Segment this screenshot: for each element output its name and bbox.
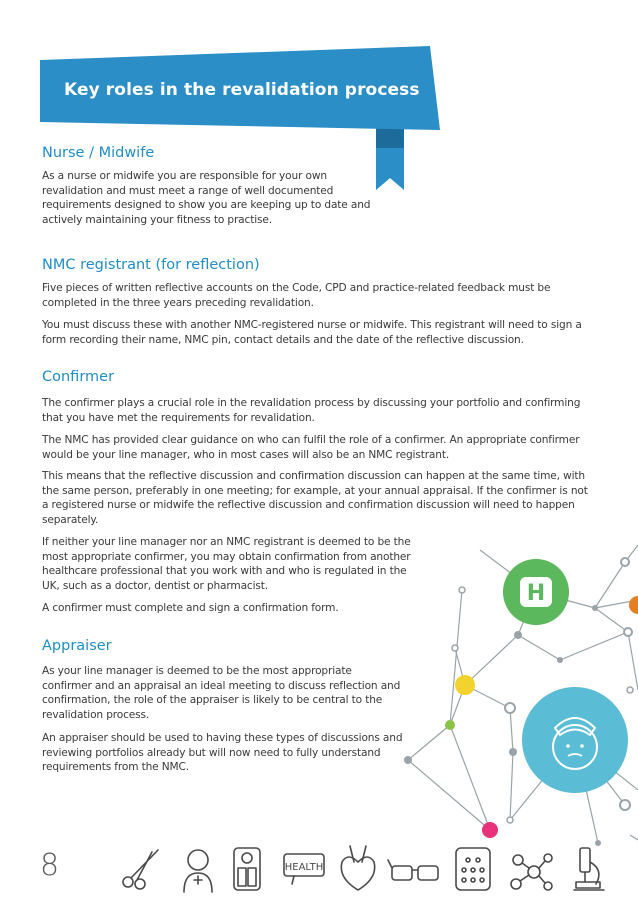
- page-number: 8: [40, 848, 60, 883]
- doctor-icon: [184, 850, 212, 892]
- paragraph: As a nurse or midwife you are responsible for your own revalidation and must meet a range of well documented requirements designed to show you are keeping up to date and actively maintaining your fitness to practise.: [42, 170, 371, 226]
- page-title: Key roles in the revalidation process: [64, 80, 420, 100]
- paragraph: The NMC has provided clear guidance on who can fulfil the role of a confirmer. An appropriate confirmer would be your line manager, who in most cases will also be an NMC registrant.: [42, 434, 580, 461]
- heading-nurse-midwife: Nurse / Midwife: [42, 145, 155, 161]
- hospital-badge-letter: H: [526, 581, 546, 606]
- glasses-icon: [388, 860, 438, 880]
- paragraph: Five pieces of written reflective accounts on the Code, CPD and practice-related feedback must be completed in the three years preceding revalidation.: [42, 282, 551, 309]
- molecule-icon: [511, 854, 552, 890]
- healthcare-network-illustration: [400, 540, 638, 860]
- health-sign-text: HEALTH: [284, 862, 324, 873]
- footer-icon-row: [118, 840, 638, 895]
- scissors-icon: [123, 850, 158, 889]
- paragraph: You must discuss these with another NMC-registered nurse or midwife. This registrant will need to sign a form recording their name, NMC pin, contact details and the date of the reflective discussion.: [42, 319, 582, 346]
- paragraph: If neither your line manager nor an NMC registrant is deemed to be the most appropriate confirmer, you may obtain confirmation from another healthcare professional that you work with and who is regulated in the UK, such as a doctor, dentist or pharmacist.: [42, 536, 411, 592]
- microscope-icon: [574, 848, 604, 890]
- eye-chart-icon: [456, 848, 490, 890]
- paragraph: A confirmer must complete and sign a confirmation form.: [42, 602, 339, 614]
- health-sign-icon: [284, 854, 324, 884]
- heading-confirmer: Confirmer: [42, 369, 115, 385]
- heart-icon: [341, 846, 374, 890]
- paragraph: This means that the reflective discussion and confirmation discussion can happen at the same time, with the same person, preferably in one meeting; for example, at your annual appraisal. If the confirmer is not a registered nurse or midwife the reflective discussion and confirmation discussion will need to happen separately.: [42, 470, 588, 526]
- heading-nmc-registrant: NMC registrant (for reflection): [42, 257, 260, 273]
- heading-appraiser: Appraiser: [42, 638, 112, 654]
- paragraph: The confirmer plays a crucial role in the revalidation process by discussing your portfolio and confirming that you have met the requirements for revalidation.: [42, 397, 581, 424]
- paragraph: As your line manager is deemed to be the most appropriate confirmer and an appraisal an ideal meeting to discuss reflection and confirmation, the role of the appraiser is likely to be central to the revalidation process.: [42, 665, 401, 721]
- scales-icon: [234, 848, 260, 890]
- paragraph: An appraiser should be used to having these types of discussions and reviewing portfolios already but will now need to fully understand requirements from the NMC.: [42, 732, 403, 774]
